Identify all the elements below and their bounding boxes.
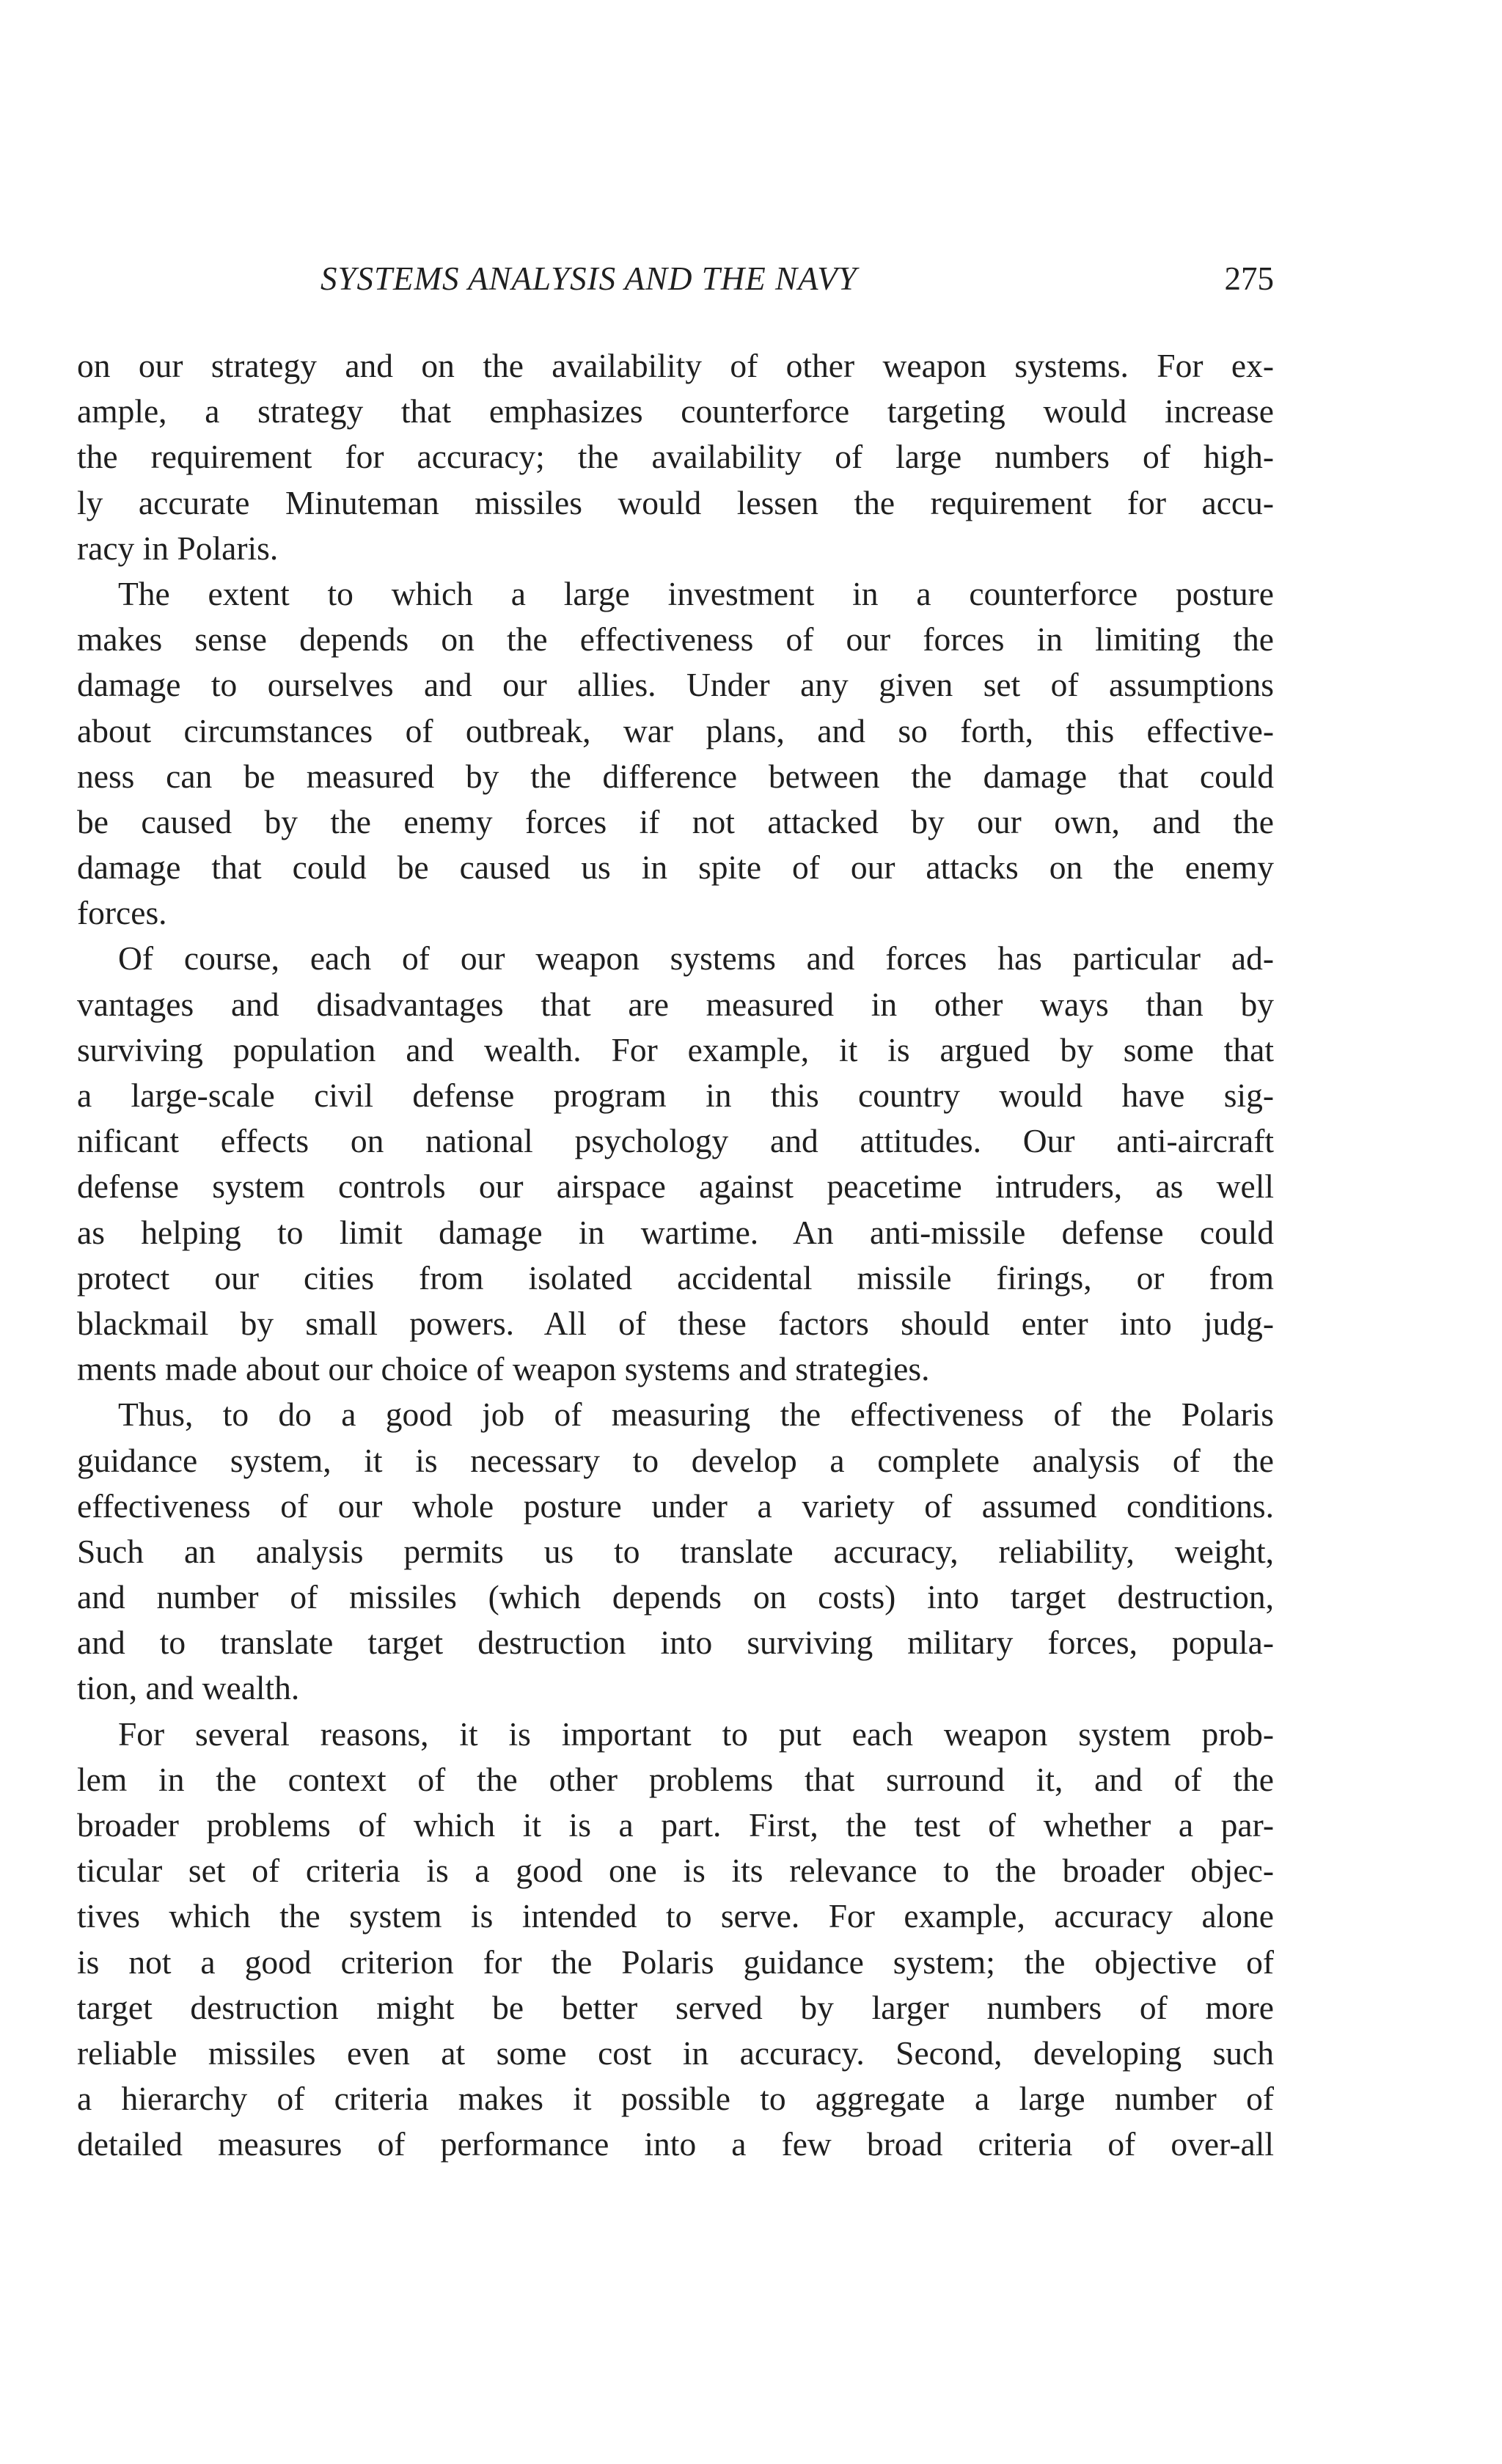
- text-line: ticular set of criteria is a good one is its relevance to the broader objec-: [77, 1852, 1274, 1890]
- text-line: tives which the system is intended to serve. For example, accuracy alone: [77, 1897, 1274, 1935]
- text-line: damage that could be caused us in spite of our attacks on the enemy: [77, 848, 1274, 887]
- paragraph: [77, 571, 1274, 936]
- text-line: lem in the context of the other problems that surround it, and of the: [77, 1760, 1274, 1798]
- text-line: ness can be measured by the difference between the damage that could: [77, 757, 1274, 795]
- paragraph: [77, 936, 1274, 1392]
- text-line: The extent to which a large investment in a counterforce posture: [118, 574, 1274, 612]
- text-line: surviving population and wealth. For example, it is argued by some that: [77, 1030, 1274, 1068]
- running-head: [77, 257, 1274, 301]
- text-line: vantages and disadvantages that are measured in other ways than by: [77, 985, 1274, 1023]
- paragraph: [77, 1392, 1274, 1711]
- text-line: ments made about our choice of weapon systems and strategies.: [77, 1350, 930, 1388]
- text-line: a hierarchy of criteria makes it possible to aggregate a large number of: [77, 2080, 1274, 2118]
- text-line: racy in Polaris.: [77, 529, 279, 567]
- text-line: a large-scale civil defense program in this country would have sig-: [77, 1077, 1274, 1114]
- text-line: Of course, each of our weapon systems and forces has particular ad-: [118, 939, 1274, 978]
- text-line: ly accurate Minuteman missiles would lessen the requirement for accu-: [77, 483, 1274, 521]
- text-line: on our strategy and on the availability of other weapon systems. For ex-: [77, 347, 1274, 384]
- text-line: For several reasons, it is important to put each weapon system prob-: [118, 1715, 1274, 1753]
- text-line: damage to ourselves and our allies. Under any given set of assumptions: [77, 666, 1274, 704]
- text-line: be caused by the enemy forces if not attacked by our own, and the: [77, 802, 1274, 840]
- text-line: protect our cities from isolated accidental missile firings, or from: [77, 1258, 1274, 1297]
- text-line: broader problems of which it is a part. First, the test of whether a par-: [77, 1806, 1274, 1844]
- text-line: makes sense depends on the effectiveness of our forces in limiting the: [77, 620, 1274, 659]
- text-line: about circumstances of outbreak, war plans, and so forth, this effective-: [77, 711, 1274, 749]
- text-line: nificant effects on national psychology and attitudes. Our anti-aircraft: [77, 1122, 1274, 1160]
- text-line: reliable missiles even at some cost in accuracy. Second, developing such: [77, 2034, 1274, 2072]
- text-line: tion, and wealth.: [77, 1669, 300, 1707]
- text-line: and number of missiles (which depends on costs) into target destruction,: [77, 1578, 1274, 1616]
- running-title: SYSTEMS ANALYSIS AND THE NAVY: [320, 260, 857, 297]
- text-line: target destruction might be better served by larger numbers of more: [77, 1988, 1274, 2026]
- text-line: detailed measures of performance into a few broad criteria of over-all: [77, 2125, 1274, 2163]
- text-line: is not a good criterion for the Polaris guidance system; the objective of: [77, 1943, 1274, 1981]
- paragraph: [77, 1712, 1274, 2168]
- text-line: blackmail by small powers. All of these factors should enter into judg-: [77, 1304, 1274, 1342]
- text-line: Such an analysis permits us to translate accuracy, reliability, weight,: [77, 1532, 1274, 1570]
- text-line: the requirement for accuracy; the availability of large numbers of high-: [77, 438, 1274, 476]
- text-line: Thus, to do a good job of measuring the effectiveness of the Polaris: [118, 1396, 1274, 1434]
- text-line: defense system controls our airspace against peacetime intruders, as well: [77, 1167, 1274, 1206]
- paragraph: [77, 343, 1274, 571]
- body-text: [77, 343, 1274, 2168]
- text-line: and to translate target destruction into surviving military forces, popula-: [77, 1624, 1274, 1662]
- text-line: forces.: [77, 894, 167, 932]
- text-line: guidance system, it is necessary to develop a complete analysis of the: [77, 1441, 1274, 1479]
- text-line: as helping to limit damage in wartime. An anti-missile defense could: [77, 1213, 1274, 1251]
- text-line: effectiveness of our whole posture under a variety of assumed conditions.: [77, 1486, 1274, 1525]
- text-line: ample, a strategy that emphasizes counterforce targeting would increase: [77, 392, 1274, 430]
- page-number: 275: [1224, 260, 1274, 297]
